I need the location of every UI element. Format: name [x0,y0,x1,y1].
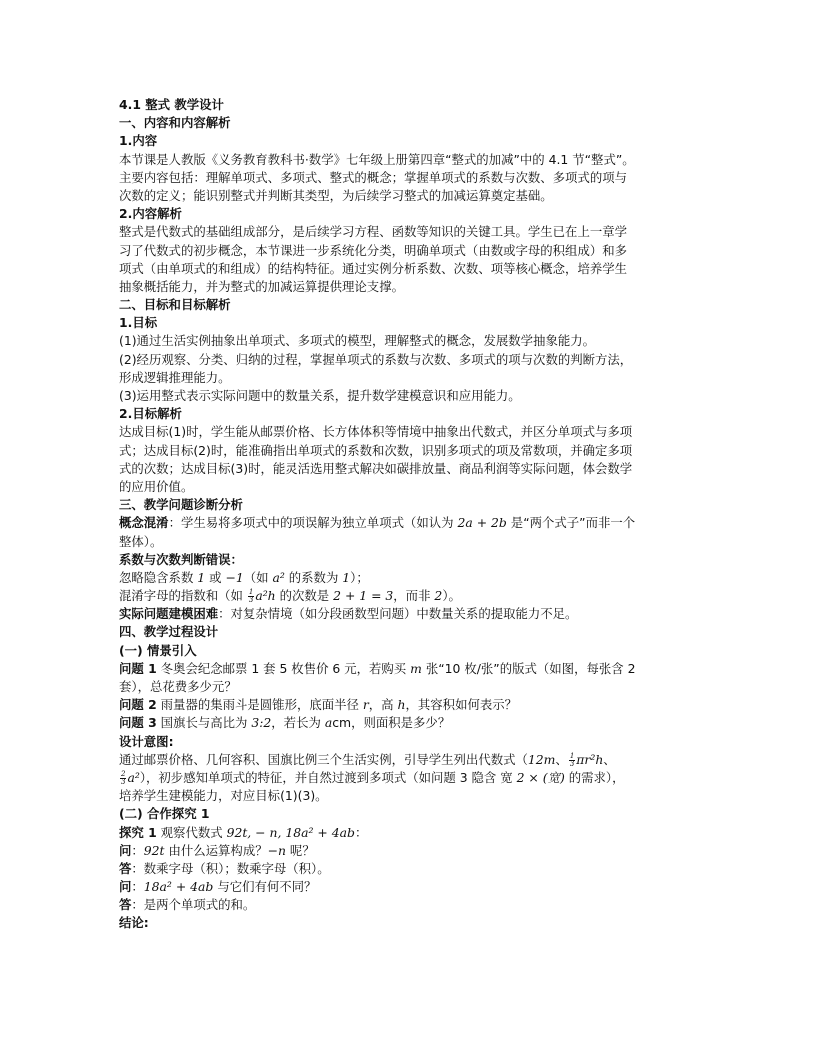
text-run: : [143,915,149,931]
problem-1-label: 问题 1 [119,660,157,676]
goal-line: (1)通过生活实例抽象出单项式、多项式的模型，理解整式的概念，发展数学抽象能力。 [119,333,596,349]
answer-line [119,896,699,914]
text-run: 是“两个式子”而非一个 [506,515,636,531]
text-run: 的次数是 [275,588,334,604]
paragraph-line: 式；达成目标(2)时，能准确指出单项式的系数和次数，识别多项式的项及常数项，并确定多项 [119,442,633,458]
text-run: ： [131,842,144,858]
text-run: ），初步感知单项式的特征，并自然过渡到多项式（如问题 3 隐含 宽 [139,769,517,785]
text-run: ，其容积如何表示？ [405,697,518,713]
math-expr: −1 [225,569,244,585]
subsection-cooperative-inquiry: (二) 合作探究 1 [119,806,210,822]
question-line [119,842,699,860]
text-run: ：是两个单项式的和。 [131,897,256,913]
paragraph-line: 本节课是人教版《义务教育教科书·数学》七年级上册第四章“整式的加减”中的 4.1 节“整式”。 [119,151,635,167]
text-run: （如 [243,569,273,585]
text-run: ：数乘字母（积）；数乘字母（积）。 [131,860,330,876]
math-expr: 2 [434,588,443,604]
question-label: 问 [119,879,132,895]
paragraph-line: 套），总花费多少元？ [119,679,237,694]
modeling-difficulty-label: 实际问题建模困难 [119,606,219,622]
math-expr: 1 [197,569,206,585]
text-run: : [168,733,174,749]
design-intent-line [119,733,699,751]
text-run: ： [131,879,144,895]
question-label: 问 [119,842,132,858]
text-run: ，若长为 [271,715,325,731]
text-run: 呢？ [285,842,315,858]
problem-2-label: 问题 2 [119,697,157,713]
text-run: 观察代数式 [156,824,227,840]
math-expr: h [397,697,406,713]
subsection-content-analysis: 2.内容解析 [119,206,182,222]
math-expr: a² [272,569,285,585]
math-expr: 1 [342,569,351,585]
paragraph-line: 整体）。 [119,533,163,549]
section-3-heading: 三、教学问题诊断分析 [119,497,243,513]
answer-line [119,860,699,878]
math-expr: 2a + 2b [457,515,507,531]
text-run: ： [354,824,368,840]
math-expr: 92t [143,842,165,858]
design-intent-label: 设计意图 [119,733,169,749]
modeling-difficulty-line [119,605,699,623]
text-run: ，高 [368,697,398,713]
goal-line: (3)运用整式表示实际问题中的数量关系，提升数学建模意识和应用能力。 [119,388,521,403]
conclusion-label: 结论 [119,915,144,931]
concept-confusion-label: 概念混淆 [119,515,169,531]
text-run: 通过邮票价格、几何容积、国旗比例三个生活实例，引导学生列出代数式（ [119,751,528,767]
paragraph-line: 抽象概括能力，并为整式的加减运算提供理论支撑。 [119,278,404,294]
paragraph-line: 项式（由单项式的和组成）的结构特征。通过实例分析系数、次数、项等核心概念，培养学生 [119,260,628,276]
problem-2-line [119,696,699,714]
math-expr: 3:2 [251,715,272,731]
subsection-goal-analysis: 2.目标解析 [119,406,182,422]
text-run: 雨量器的集雨斗是圆锥形，底面半径 [156,697,363,713]
document-page [119,96,699,933]
math-expr: a² [127,769,140,785]
paragraph-line: 整式是代数式的基础组成部分，是后续学习方程、函数等知识的关键工具。学生已在上一章学 [119,224,628,240]
coef-error-label: 系数与次数判断错误 [119,551,231,567]
text-run: 国旗长与高比为 [156,715,252,731]
subsection-goals: 1.目标 [119,315,158,331]
math-expr: 92t, − n, 18a² + 4ab [226,824,355,840]
paragraph-line: 式的次数；达成目标(3)时，能灵活选用整式解决如碳排放量、商品利润等实际问题，体会数学 [119,460,633,476]
paragraph-line: 达成目标(1)时，学生能从邮票价格、长方体体积等情境中抽象出代数式，并区分单项式与多项 [119,424,633,440]
fraction: $\frac{1}{3}$ [569,751,575,768]
question-line [119,878,699,896]
paragraph-line: 培养学生建模能力，对应目标(1)(3)。 [119,788,328,804]
inquiry-1-label: 探究 1 [119,824,157,840]
section-4-heading: 四、教学过程设计 [119,624,219,640]
problem-3-label: 问题 3 [119,715,157,731]
math-expr: a²h [255,588,276,604]
text-run: ：对复杂情境（如分段函数型问题）中数量关系的提取能力不足。 [218,606,578,622]
goal-line: 形成逻辑推理能力。 [119,369,231,385]
math-expr: πr²h [576,751,604,767]
paragraph-line [119,769,699,787]
math-expr: 12m [527,751,556,767]
subsection-content: 1.内容 [119,133,158,149]
answer-label: 答 [119,860,132,876]
conclusion-line [119,914,699,932]
text-run: 、 [603,751,616,767]
section-2-heading: 二、目标和目标解析 [119,297,231,313]
text-run: ，而非 [393,588,435,604]
text-run: ：学生易将多项式中的项误解为独立单项式（如认为 [168,515,458,531]
inquiry-1-line [119,824,699,842]
coef-error-line [119,551,699,569]
text-run: 的系数为 [284,569,343,585]
paragraph-line: 次数的定义；能识别整式并判断其类型，为后续学习整式的加减运算奠定基础。 [119,187,553,203]
text-run: ）。 [442,588,461,604]
text-run: 的需求）， [564,769,625,785]
math-expr: r [362,697,369,713]
text-run: 与它们有何不同？ [213,879,317,895]
text-run: cm，则面积是多少？ [332,715,451,731]
math-expr: −n [267,842,286,858]
problem-1-line [119,660,699,678]
math-expr: m [410,660,422,676]
math-expr: a [324,715,333,731]
subsection-scenario-intro: (一) 情景引入 [119,642,197,658]
paragraph-line: 的应用价值。 [119,478,194,494]
math-expr: 2 + 1 = 3 [333,588,394,604]
paragraph-line: 主要内容包括：理解单项式、多项式、整式的概念；掌握单项式的系数与次数、多项式的项与 [119,169,628,185]
text-run: ）； [350,569,369,585]
text-run: 张“10 枚/张”的版式（如图，每张含 2 [421,660,636,676]
text-run: 或 [205,569,226,585]
paragraph-line [119,751,699,769]
text-run: 混淆字母的指数和（如 [119,588,247,604]
problem-3-line [119,714,699,732]
paragraph-line: 习了代数式的初步概念，本节课进一步系统化分类，明确单项式（由数或字母的积组成）和多 [119,242,628,258]
text-run: 忽略隐含系数 [119,569,198,585]
concept-confusion-line [119,514,699,532]
fraction: $\frac{2}{3}$ [121,769,126,786]
paragraph-line [119,587,699,605]
goal-line: (2)经历观察、分类、归纳的过程，掌握单项式的系数与次数、多项式的项与次数的判断方法， [119,351,633,367]
section-1-heading: 一、内容和内容解析 [119,115,231,131]
answer-label: 答 [119,897,132,913]
paragraph-line [119,569,699,587]
fraction: $\frac{1}{3}$ [248,588,254,605]
math-expr: 2 × (宽) [516,769,565,785]
math-expr: 18a² + 4ab [143,879,214,895]
text-run: ： [230,551,243,567]
text-run: 由什么运算构成？ [164,842,268,858]
text-run: 、 [555,751,568,767]
doc-title: 4.1 整式 教学设计 [119,97,224,112]
text-run: 冬奥会纪念邮票 1 套 5 枚售价 6 元，若购买 [156,660,411,676]
